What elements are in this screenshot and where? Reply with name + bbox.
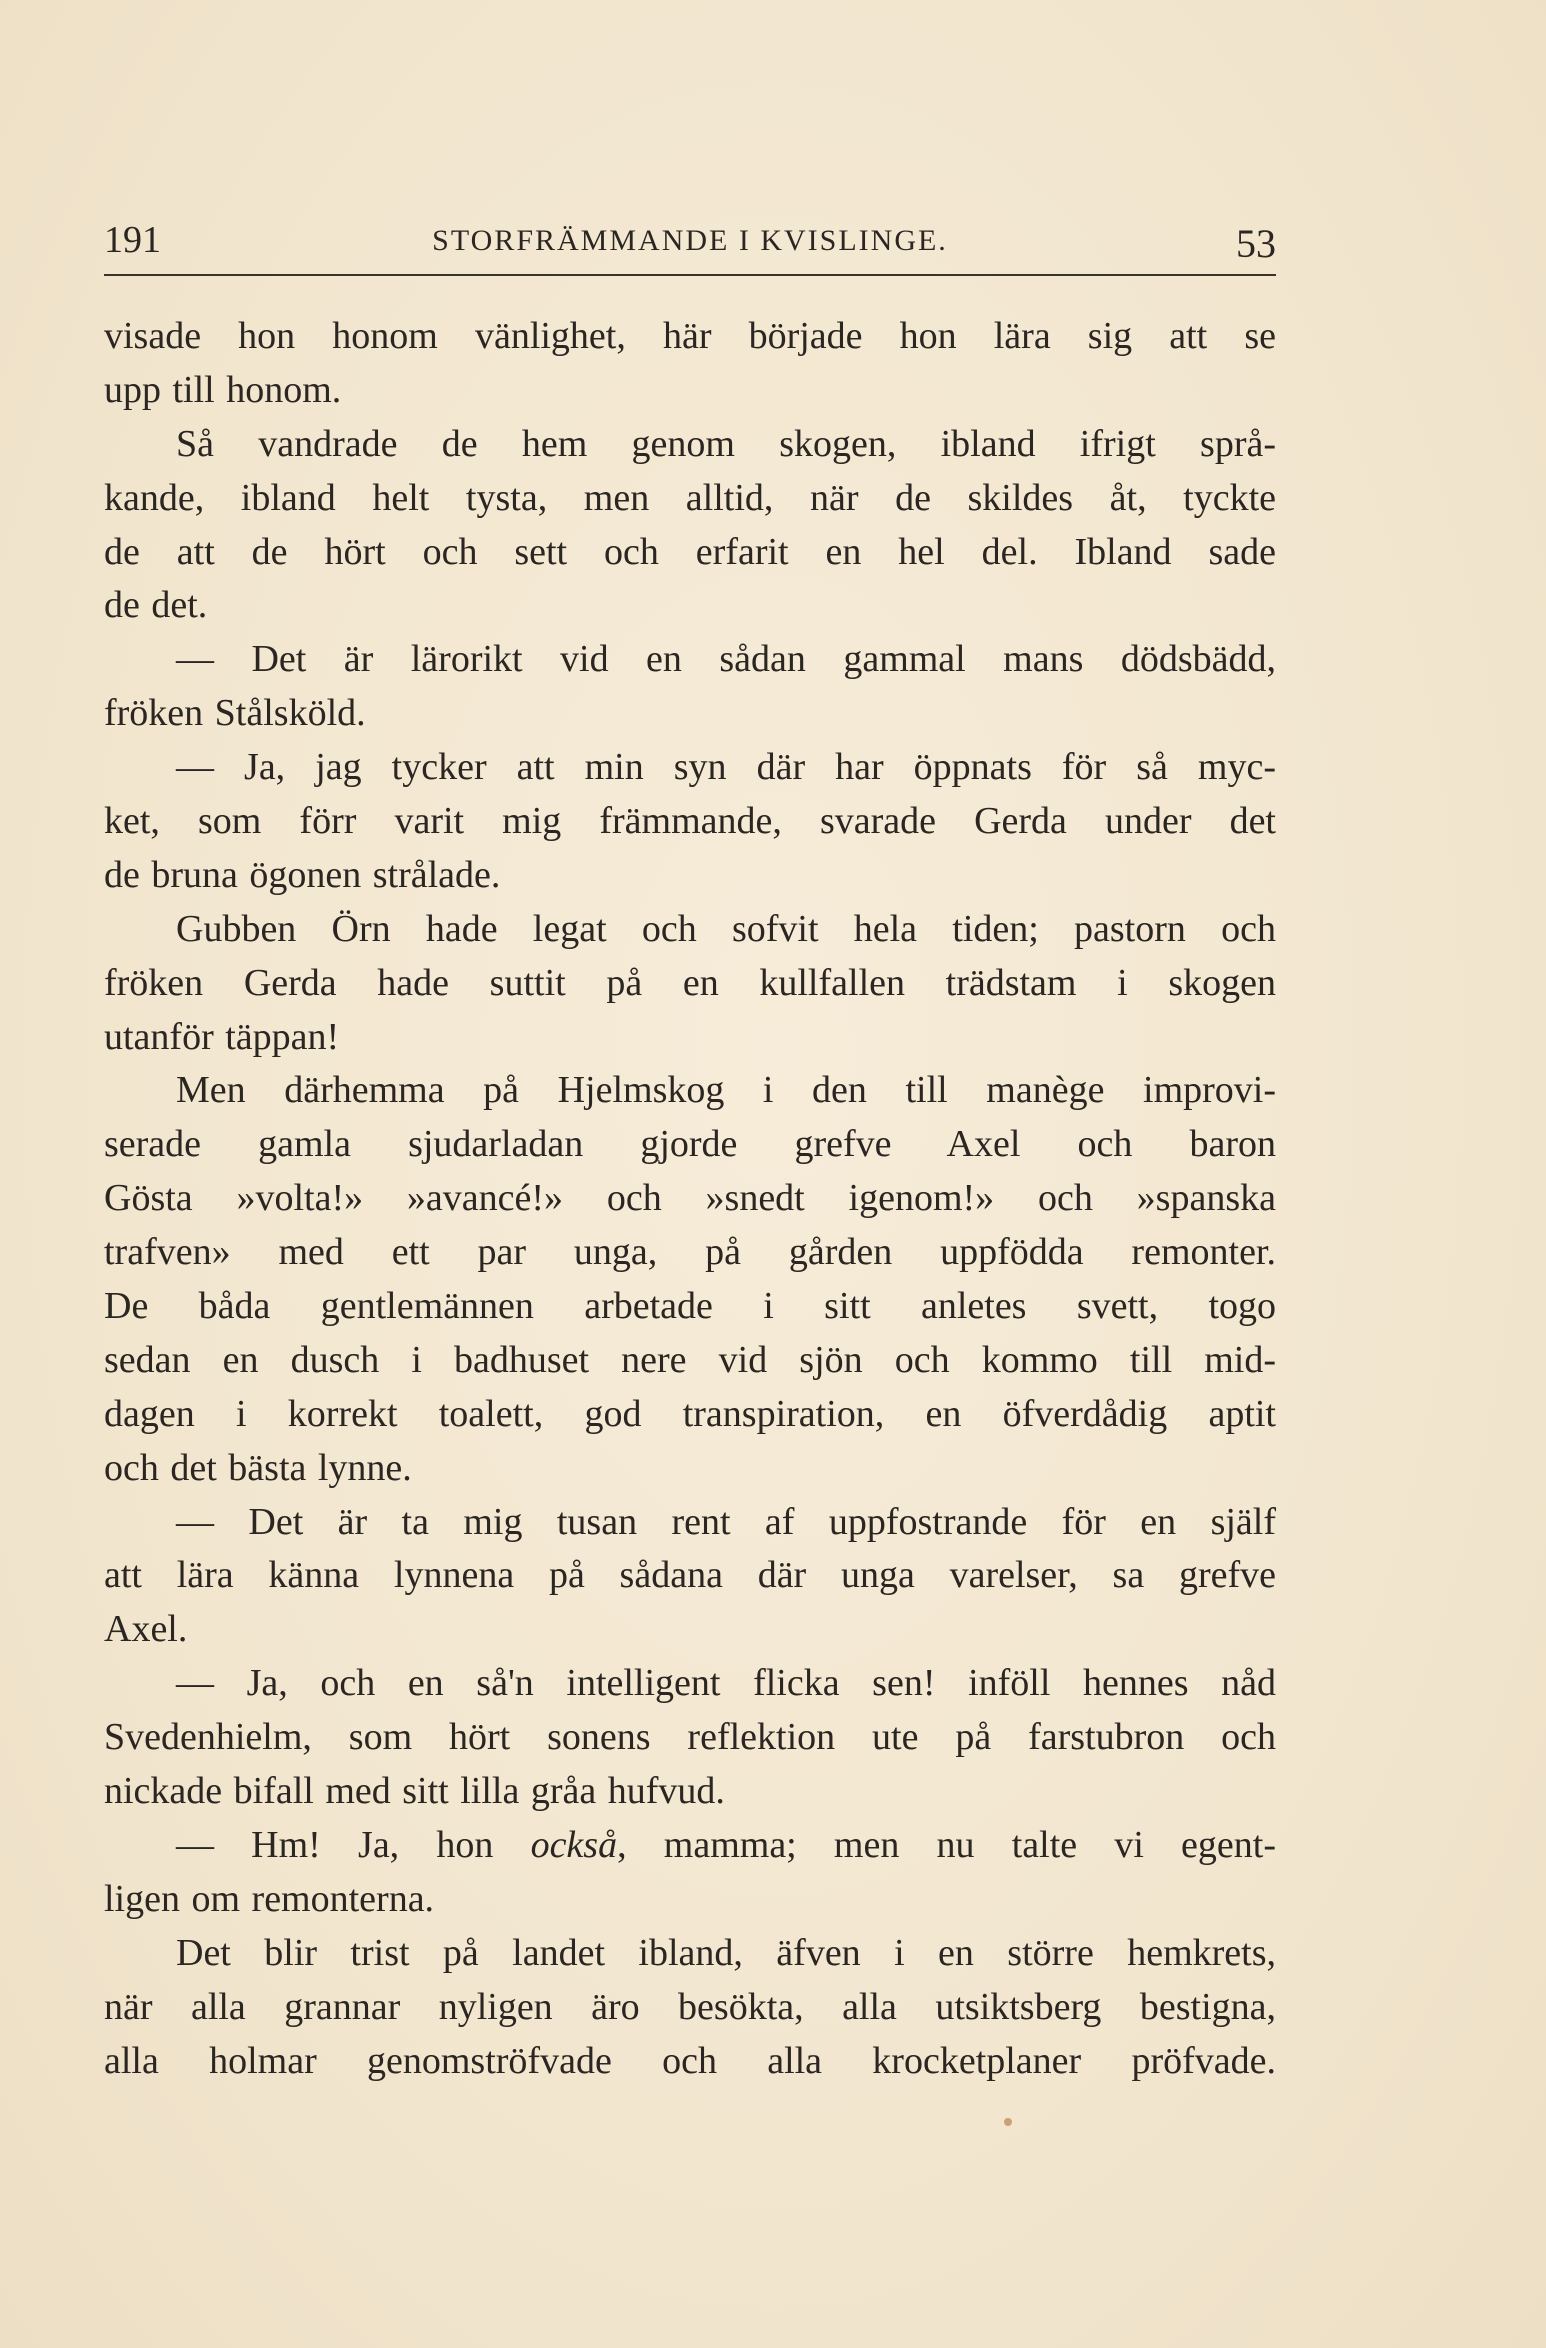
line-text: de att de hört och sett och erfarit en hel del. Ibland sade [104, 530, 1276, 573]
line-text: utanför täppan! [104, 1015, 340, 1058]
line-text: Gubben Örn hade legat och sofvit hela tiden; pastorn och [176, 907, 1276, 950]
text-line [104, 1226, 1276, 1280]
line-emphasis: också [530, 1823, 618, 1866]
text-line [104, 1118, 1276, 1172]
text-line [104, 1873, 1276, 1927]
line-text: dagen i korrekt toalett, god transpiration, en öfverdådig aptit [104, 1392, 1276, 1435]
text-line [104, 472, 1276, 526]
line-text: Svedenhielm, som hört sonens reflektion ute på farstubron och [104, 1716, 1276, 1759]
line-text: upp till honom. [104, 368, 342, 411]
line-text: de bruna ögonen strålade. [104, 853, 501, 896]
header-rule [104, 274, 1276, 276]
line-text: — Det är lärorikt vid en sådan gammal mans dödsbädd, [176, 638, 1276, 681]
line-text: Så vandrade de hem genom skogen, ibland ifrigt språ- [176, 422, 1276, 465]
line-text: och det bästa lynne. [104, 1446, 412, 1489]
text-line [104, 1711, 1276, 1765]
line-text: — Hm! Ja, hon [176, 1823, 531, 1866]
line-text: kande, ibland helt tysta, men alltid, när de skildes åt, tyckte [104, 476, 1276, 519]
line-text: trafven» med ett par unga, på gården uppfödda remonter. [104, 1231, 1276, 1274]
text-line [104, 1765, 1276, 1819]
text-line [104, 687, 1276, 741]
paper-spot [1004, 2118, 1012, 2126]
text-line [104, 310, 1276, 364]
line-text: — Ja, och en så'n intelligent flicka sen! inföll hennes nåd [176, 1662, 1276, 1705]
text-line [104, 1172, 1276, 1226]
text-line [104, 795, 1276, 849]
running-title: STORFRÄMMANDE I KVISLINGE. [432, 224, 948, 257]
text-line [104, 1549, 1276, 1603]
text-line [104, 1011, 1276, 1065]
text-line [104, 633, 1276, 687]
line-text: visade hon honom vänlighet, här började hon lära sig att se [104, 315, 1276, 357]
line-text: ligen om remonterna. [104, 1877, 435, 1920]
text-line [104, 1603, 1276, 1657]
line-text: att lära känna lynnena på sådana där unga varelser, sa grefve [104, 1554, 1276, 1597]
text-line [104, 903, 1276, 957]
text-line [104, 579, 1276, 633]
line-text-after: , mamma; men nu talte vi egent- [617, 1823, 1277, 1866]
line-text: — Ja, jag tycker att min syn där har öppnats för så myc- [176, 746, 1276, 789]
text-line [104, 957, 1276, 1011]
text-line [104, 1064, 1276, 1118]
line-text: fröken Gerda hade suttit på en kullfallen trädstam i skogen [104, 961, 1276, 1004]
line-text: Det blir trist på landet ibland, äfven i en större hemkrets, [176, 1931, 1276, 1974]
running-head [104, 212, 1276, 272]
text-line [104, 741, 1276, 795]
text-line [104, 1280, 1276, 1334]
line-text: Axel. [104, 1608, 188, 1651]
line-text: sedan en dusch i badhuset nere vid sjön och kommo till mid- [104, 1338, 1276, 1381]
text-line [104, 1927, 1276, 1981]
text-line [104, 364, 1276, 418]
line-text: ket, som förr varit mig främmande, svarade Gerda under det [104, 800, 1276, 843]
line-text: — Det är ta mig tusan rent af uppfostrande för en själf [176, 1500, 1276, 1543]
text-line [104, 1657, 1276, 1711]
line-text: serade gamla sjudarladan gjorde grefve Axel och baron [104, 1123, 1276, 1166]
text-line [104, 2035, 1276, 2089]
line-text: fröken Stålsköld. [104, 692, 366, 735]
text-line [104, 1981, 1276, 2035]
text-line [104, 1496, 1276, 1550]
text-line [104, 849, 1276, 903]
text-line [104, 418, 1276, 472]
section-number: 191 [104, 219, 161, 261]
line-text: Men därhemma på Hjelmskog i den till manège improvi- [176, 1069, 1276, 1112]
line-text: de det. [104, 584, 208, 627]
line-text: nickade bifall med sitt lilla gråa hufvud. [104, 1770, 725, 1813]
line-text: när alla grannar nyligen äro besökta, alla utsiktsberg bestigna, [104, 1985, 1276, 2028]
body-text [104, 310, 1276, 2088]
line-text: De båda gentlemännen arbetade i sitt anletes svett, togo [104, 1285, 1276, 1328]
text-line [104, 1334, 1276, 1388]
text-line [104, 1388, 1276, 1442]
page-number: 53 [1236, 221, 1276, 266]
text-line [104, 1442, 1276, 1496]
line-text: Gösta »volta!» »avancé!» och »snedt igenom!» och »spanska [104, 1177, 1276, 1220]
text-line [104, 526, 1276, 580]
text-line [104, 1819, 1276, 1873]
line-text: alla holmar genomströfvade och alla krocketplaner pröfvade. [104, 2039, 1276, 2082]
